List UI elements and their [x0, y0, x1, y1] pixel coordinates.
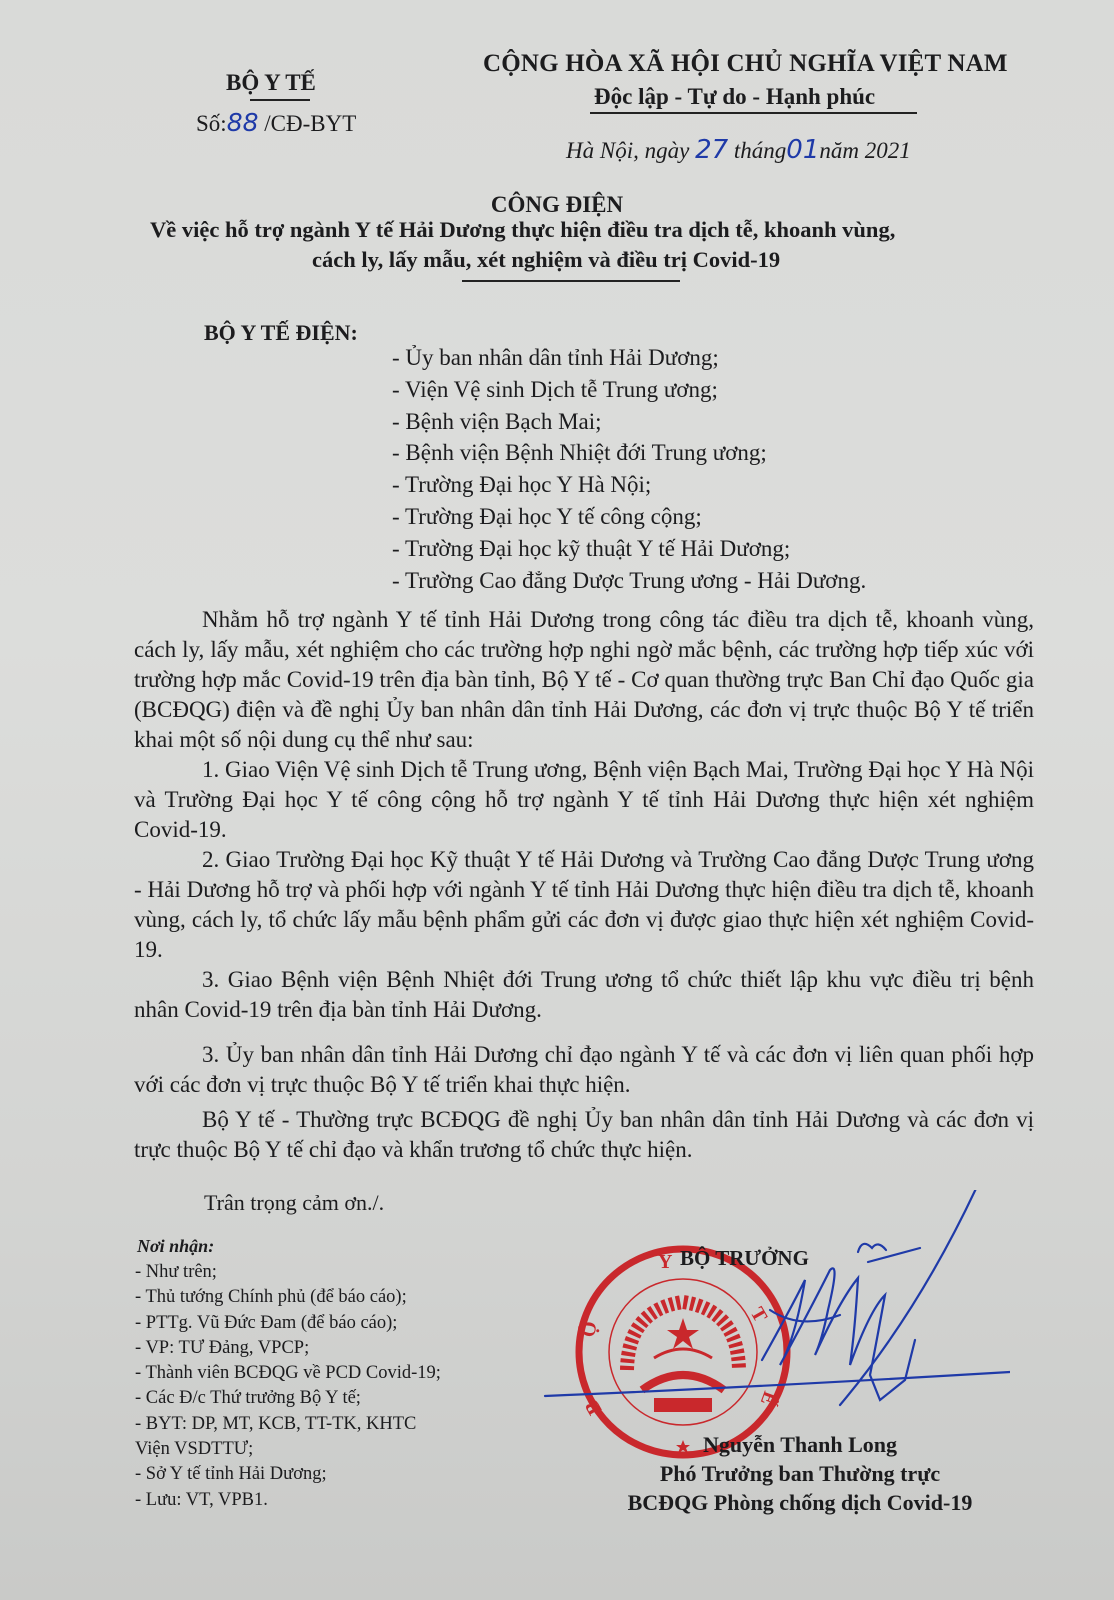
national-motto: Độc lập - Tự do - Hạnh phúc	[594, 84, 876, 109]
signatory-title: BỘ TRƯỞNG	[680, 1246, 809, 1270]
date-month-label: tháng	[728, 138, 787, 163]
svg-text:Ộ: Ộ	[577, 1319, 602, 1339]
item-4-text: 3. Ủy ban nhân dân tỉnh Hải Dương chỉ đạo ngành Y tế và các đơn vị liên quan phối hợp với các đơn vị trực thuộc Bộ Y tế triển khai thực hiện.	[134, 1042, 1034, 1097]
recipient-item: - Trường Đại học Y tế công cộng;	[392, 503, 702, 529]
date-day-handwritten: 27	[695, 135, 729, 165]
cc-item: - Sở Y tế tỉnh Hải Dương;	[135, 1464, 327, 1485]
cc-item: Viện VSDTTƯ;	[135, 1439, 254, 1460]
svg-text:Ế: Ế	[755, 1388, 781, 1409]
recipient-item: - Bệnh viện Bệnh Nhiệt đới Trung ương;	[392, 440, 767, 466]
cc-title: Nơi nhận:	[137, 1236, 215, 1256]
place-and-date	[566, 135, 911, 165]
cc-item: - BYT: DP, MT, KCB, TT-TK, KHTC	[135, 1413, 417, 1434]
sender-label: BỘ Y TẾ ĐIỆN:	[204, 320, 358, 345]
recipient-item: - Viện Vệ sinh Dịch tễ Trung ương;	[392, 376, 718, 402]
document-number	[196, 108, 356, 137]
cc-item: - Thành viên BCĐQG về PCD Covid-19;	[135, 1363, 441, 1384]
svg-text:B: B	[580, 1395, 607, 1419]
intro-paragraph	[134, 605, 1034, 755]
doc-number-handwritten: 88	[226, 108, 259, 137]
thanks-line: Trân trọng cảm ơn./.	[204, 1190, 385, 1215]
recipient-item: - Trường Đại học Y Hà Nội;	[392, 472, 652, 498]
recipient-item: - Ủy ban nhân dân tỉnh Hải Dương;	[392, 345, 719, 370]
closing-text: Bộ Y tế - Thường trực BCĐQG đề nghị Ủy ban nhân dân tỉnh Hải Dương và các đơn vị trực thuộc Bộ Y tế chỉ đạo và khẩn trương tổ chức thực hiện.	[134, 1107, 1034, 1162]
cc-item: - PTTg. Vũ Đức Đam (để báo cáo);	[135, 1312, 398, 1333]
date-prefix: Hà Nội, ngày	[566, 138, 696, 163]
document-type: CÔNG ĐIỆN	[490, 192, 624, 217]
item-2-text: 2. Giao Trường Đại học Kỹ thuật Y tế Hải Dương và Trường Cao đẳng Dược Trung ương - Hải Dương hỗ trợ và phối hợp với ngành Y tế tỉnh Hải Dương thực hiện điều tra dịch tễ, khoanh vùng, cách ly, tổ chức lấy mẫu bệnh phẩm gửi các đơn vị được giao thực hiện xét nghiệm Covid-19.	[134, 847, 1034, 962]
directive-item-2	[134, 845, 1034, 965]
issuing-ministry: BỘ Y TẾ	[226, 70, 316, 95]
cc-item: - Thủ tướng Chính phủ (để báo cáo);	[135, 1287, 407, 1308]
subject-underline	[462, 280, 680, 282]
cc-item: - Các Đ/c Thứ trưởng Bộ Y tế;	[135, 1388, 361, 1409]
stamp-letter: Y	[658, 1251, 673, 1273]
signer-role-1: Phó Trưởng ban Thường trực	[659, 1461, 941, 1486]
cc-list	[135, 1260, 441, 1513]
subject-line-2: cách ly, lấy mẫu, xét nghiệm và điều trị Covid-19	[312, 247, 781, 272]
motto-underline	[590, 112, 917, 114]
recipient-list	[392, 342, 866, 596]
directive-item-3	[134, 965, 1034, 1025]
signer-role-2: BCĐQG Phòng chống dịch Covid-19	[627, 1490, 973, 1515]
cc-item: - Lưu: VT, VPB1.	[135, 1489, 268, 1510]
national-title: CỘNG HÒA XÃ HỘI CHỦ NGHĨA VIỆT NAM	[483, 50, 1008, 77]
closing-paragraph	[134, 1105, 1034, 1165]
signer-name: Nguyễn Thanh Long	[702, 1432, 897, 1457]
cc-item: - VP: TƯ Đảng, VPCP;	[135, 1337, 310, 1358]
doc-number-suffix: /CĐ-BYT	[258, 111, 357, 136]
ministry-underline	[250, 99, 310, 101]
svg-text:T: T	[745, 1303, 772, 1327]
recipient-item: - Trường Cao đẳng Dược Trung ương - Hải Dương.	[392, 567, 867, 593]
handwritten-signature-icon	[540, 1190, 1010, 1450]
subject-line-1: Về việc hỗ trợ ngành Y tế Hải Dương thực hiện điều tra dịch tễ, khoanh vùng,	[150, 217, 896, 242]
doc-number-prefix: Số:	[196, 111, 227, 136]
recipient-item: - Trường Đại học kỹ thuật Y tế Hải Dương;	[392, 535, 791, 561]
signer-block	[620, 1430, 980, 1517]
directive-item-4	[134, 1040, 1034, 1100]
cc-item: - Như trên;	[135, 1262, 217, 1282]
intro-text: Nhằm hỗ trợ ngành Y tế tỉnh Hải Dương trong công tác điều tra dịch tễ, khoanh vùng, cách ly, lấy mẫu, xét nghiệm cho các trường hợp nghi ngờ mắc bệnh, các trường hợp tiếp xúc với trường hợp mắc Covid-19 trên địa bàn tỉnh, Bộ Y tế - Cơ quan thường trực Ban Chỉ đạo Quốc gia (BCĐQG) điện và đề nghị Ủy ban nhân dân tỉnh Hải Dương, các đơn vị trực thuộc Bộ Y tế triển khai một số nội dung cụ thể như sau:	[134, 607, 1034, 752]
recipient-item: - Bệnh viện Bạch Mai;	[392, 408, 602, 434]
item-3-text: 3. Giao Bệnh viện Bệnh Nhiệt đới Trung ương tổ chức thiết lập khu vực điều trị bệnh nhân Covid-19 trên địa bàn tỉnh Hải Dương.	[134, 967, 1034, 1022]
date-year: năm 2021	[819, 138, 911, 163]
item-1-text: 1. Giao Viện Vệ sinh Dịch tễ Trung ương, Bệnh viện Bạch Mai, Trường Đại học Y Hà Nội và Trường Đại học Y tế công cộng hỗ trợ ngành Y tế tỉnh Hải Dương thực hiện xét nghiệm Covid-19.	[134, 757, 1034, 842]
date-month-handwritten: 01	[786, 135, 820, 165]
directive-item-1	[134, 755, 1034, 845]
